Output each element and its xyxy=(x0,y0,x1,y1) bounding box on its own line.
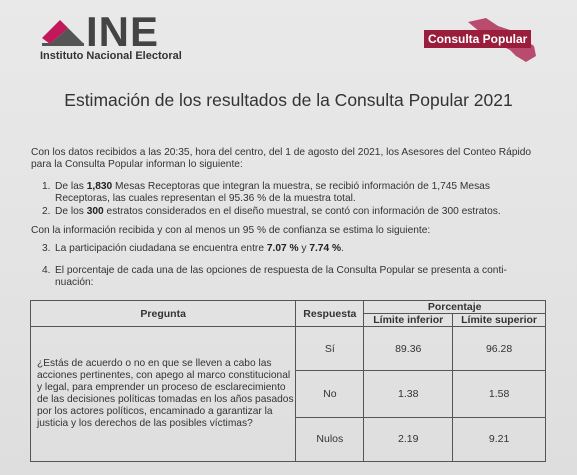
inferior-cell: 2.19 xyxy=(364,417,453,461)
table-row xyxy=(31,327,546,371)
header-limite-inferior: Límite inferior xyxy=(364,314,453,327)
superior-cell: 96.28 xyxy=(453,327,546,371)
header-porcentaje: Porcentaje xyxy=(364,301,546,314)
list-item-2: 2. De los 300 estratos considerados en el diseño muestral, se contó con información de 300 estratos. xyxy=(42,206,501,217)
consulta-popular-logo xyxy=(424,16,544,68)
results-table xyxy=(30,300,546,462)
ine-logo xyxy=(40,8,210,64)
ine-subtitle: Instituto Nacional Electoral xyxy=(40,50,182,62)
header-limite-superior: Límite superior xyxy=(453,314,546,327)
header-respuesta: Respuesta xyxy=(296,301,364,327)
respuesta-cell: No xyxy=(296,371,364,417)
respuesta-cell: Sí xyxy=(296,327,364,371)
ine-diamond-icon xyxy=(40,16,86,46)
superior-cell: 9.21 xyxy=(453,417,546,461)
header-pregunta: Pregunta xyxy=(31,301,296,327)
list-item-4: 4. El porcentaje de cada una de las opciones de respuesta de la Consulta Popular se presenta a conti- nuación: xyxy=(42,265,507,288)
list-item-1: 1. De las 1,830 Mesas Receptoras que integran la muestra, se recibió información de 1,745 Mesas Receptoras, las cuales representan el 95.36 % de la muestra total. xyxy=(42,181,490,204)
intro-paragraph: Con los datos recibidos a las 20:35, hora del centro, del 1 de agosto del 2021, los Asesores del Conteo Rápido para la Consulta Popular informan lo siguiente: xyxy=(31,147,532,170)
list-item-3: 3. La participación ciudadana se encuentra entre 7.07 % y 7.74 %. xyxy=(42,243,344,254)
superior-cell: 1.58 xyxy=(453,371,546,417)
inferior-cell: 89.36 xyxy=(364,327,453,371)
ine-logo-text: INE xyxy=(86,8,160,55)
consulta-popular-badge: Consulta Popular xyxy=(424,30,531,48)
inferior-cell: 1.38 xyxy=(364,371,453,417)
document-title: Estimación de los resultados de la Consulta Popular 2021 xyxy=(64,90,513,110)
confidence-paragraph: Con la información recibida y con al menos un 95 % de confianza se estima lo siguiente: xyxy=(31,225,431,236)
question-cell: ¿Estás de acuerdo o no en que se lleven a cabo las acciones pertinentes, con apego al marco constitucional y legal, para emprender un proceso de esclarecimiento de las decisiones políticas tomadas en los años pasados por los actores políticos, encaminado a garantizar la justicia y los derechos de las posibles víctimas? xyxy=(31,327,296,462)
respuesta-cell: Nulos xyxy=(296,417,364,461)
